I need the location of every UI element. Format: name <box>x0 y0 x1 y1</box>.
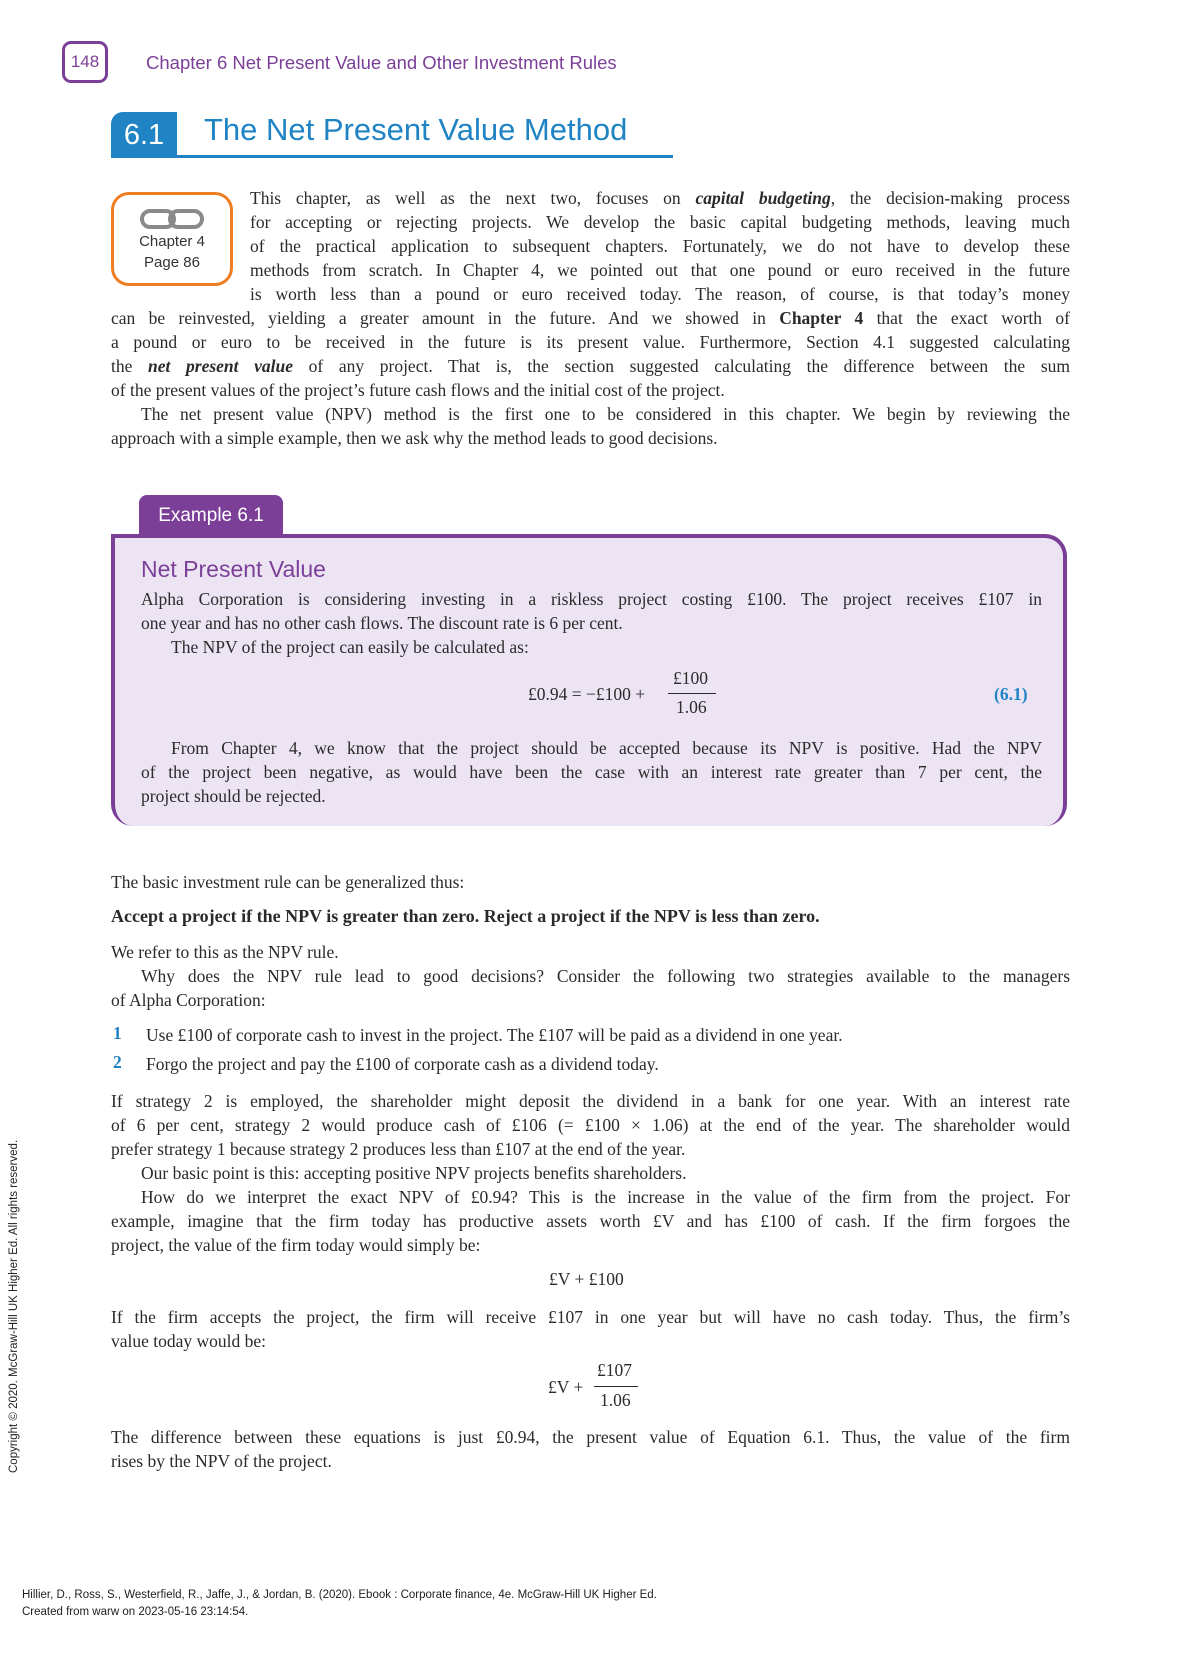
equation-label: (6.1) <box>994 684 1028 704</box>
list-number: 1 <box>113 1023 122 1043</box>
intro-line: methods from scratch. In Chapter 4, we pointed out that one pound or euro received in the future <box>250 260 1070 280</box>
equation-denominator: 1.06 <box>600 1390 631 1410</box>
equation-denominator: 1.06 <box>676 697 707 717</box>
intro-line: This chapter, as well as the next two, focuses on capital budgeting, the decision-making process <box>250 188 1070 208</box>
fraction-bar <box>594 1386 638 1387</box>
xref-page: Page 86 <box>144 254 200 271</box>
body-line: We refer to this as the NPV rule. <box>111 942 339 962</box>
example-line: Alpha Corporation is considering investing in a riskless project costing £100. The project receives £107 in <box>141 589 1042 609</box>
example-line: of the project been negative, as would have been the case with an interest rate greater than 7 per cent, the <box>141 762 1042 782</box>
side-copyright: Copyright © 2020. McGraw-Hill UK Higher Ed. All rights reserved. <box>8 1139 20 1473</box>
intro-line: is worth less than a pound or euro received today. The reason, of course, is that today’s money <box>250 284 1070 304</box>
equation-lhs: £0.94 = −£100 + <box>528 684 646 704</box>
link-icon <box>140 209 204 229</box>
example-line: project should be rejected. <box>141 786 326 806</box>
example-line: one year and has no other cash flows. The discount rate is 6 per cent. <box>141 613 623 633</box>
intro-line: of the practical application to subsequent chapters. Fortunately, we do not have to develop these <box>250 236 1070 256</box>
fraction-bar <box>668 693 716 694</box>
equation-firm-value: £V + £100 <box>549 1269 624 1289</box>
body-line: Why does the NPV rule lead to good decisions? Consider the following two strategies available to the managers <box>141 966 1070 986</box>
example-line: From Chapter 4, we know that the project should be accepted because its NPV is positive. Had the NPV <box>171 738 1042 758</box>
body-line: rises by the NPV of the project. <box>111 1451 332 1471</box>
intro-line: for accepting or rejecting projects. We develop the basic capital budgeting methods, leaving much <box>250 212 1070 232</box>
intro-line: The net present value (NPV) method is the first one to be considered in this chapter. We begin by reviewing the <box>141 404 1070 424</box>
body-line: of Alpha Corporation: <box>111 990 266 1010</box>
body-line: of 6 per cent, strategy 2 would produce cash of £106 (= £100 × 1.06) at the end of the year. The shareholder would <box>111 1115 1070 1135</box>
list-item: Forgo the project and pay the £100 of corporate cash as a dividend today. <box>146 1054 659 1074</box>
npv-rule: Accept a project if the NPV is greater than zero. Reject a project if the NPV is less than zero. <box>111 906 820 926</box>
example-title: Net Present Value <box>141 556 326 582</box>
body-line: prefer strategy 1 because strategy 2 produces less than £107 at the end of the year. <box>111 1139 686 1159</box>
section-number: 6.1 <box>111 112 177 158</box>
body-line: The basic investment rule can be generalized thus: <box>111 872 465 892</box>
section-title-rule <box>111 155 673 158</box>
xref-chapter: Chapter 4 <box>139 233 205 250</box>
body-line: Our basic point is this: accepting positive NPV projects benefits shareholders. <box>141 1163 687 1183</box>
body-line: value today would be: <box>111 1331 267 1351</box>
section-title: The Net Present Value Method <box>204 112 628 147</box>
equation-lhs: £V + <box>548 1377 584 1397</box>
body-line: If the firm accepts the project, the firm will receive £107 in one year but will have no cash today. Thus, the firm’s <box>111 1307 1070 1327</box>
body-line: project, the value of the firm today would simply be: <box>111 1235 481 1255</box>
body-line: How do we interpret the exact NPV of £0.94? This is the increase in the value of the firm from the project. For <box>141 1187 1070 1207</box>
body-line: The difference between these equations is just £0.94, the present value of Equation 6.1. Thus, the value of the firm <box>111 1427 1070 1447</box>
page-number: 148 <box>62 41 108 83</box>
list-number: 2 <box>113 1052 122 1072</box>
equation-numerator: £107 <box>597 1360 632 1380</box>
intro-line: approach with a simple example, then we ask why the method leads to good decisions. <box>111 428 718 448</box>
footer-created: Created from warw on 2023-05-16 23:14:54. <box>22 1606 249 1618</box>
body-line: If strategy 2 is employed, the shareholder might deposit the dividend in a bank for one year. With an interest rate <box>111 1091 1070 1111</box>
running-head: Chapter 6 Net Present Value and Other Investment Rules <box>146 52 617 73</box>
list-item: Use £100 of corporate cash to invest in the project. The £107 will be paid as a dividend in one year. <box>146 1025 843 1045</box>
intro-line: the net present value of any project. That is, the section suggested calculating the difference between the sum <box>111 356 1070 376</box>
intro-line: a pound or euro to be received in the future is its present value. Furthermore, Section 4.1 suggested calculating <box>111 332 1070 352</box>
example-line: The NPV of the project can easily be calculated as: <box>171 637 529 657</box>
chapter-xref-badge[interactable] <box>111 192 233 286</box>
intro-line: of the present values of the project’s future cash flows and the initial cost of the project. <box>111 380 725 400</box>
example-tab: Example 6.1 <box>139 495 283 537</box>
footer-citation: Hillier, D., Ross, S., Westerfield, R., Jaffe, J., & Jordan, B. (2020). Ebook : Corporate finance, 4e. McGraw-Hill UK Higher Ed. <box>22 1589 657 1601</box>
intro-line: can be reinvested, yielding a greater amount in the future. And we showed in Chapter 4 that the exact worth of <box>111 308 1070 328</box>
equation-numerator: £100 <box>673 668 708 688</box>
body-line: example, imagine that the firm today has productive assets worth £V and has £100 of cash. If the firm forgoes the <box>111 1211 1070 1231</box>
